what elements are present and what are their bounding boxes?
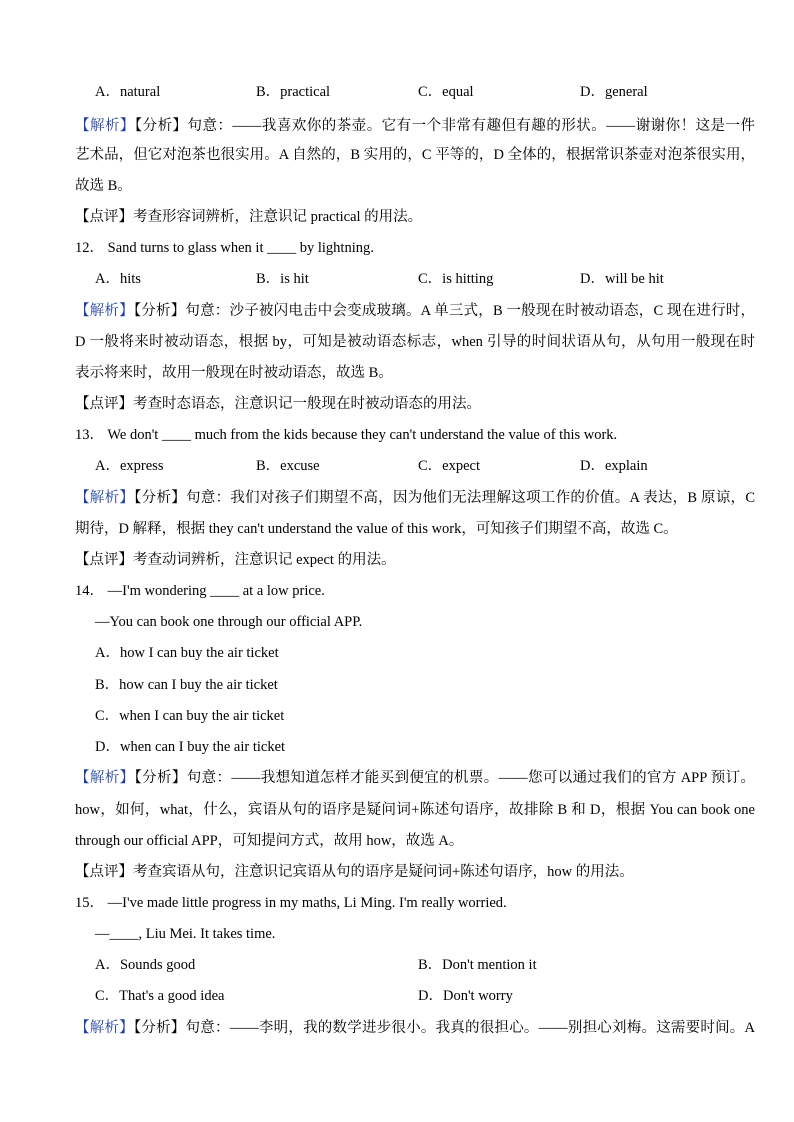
option-c: C．expect: [418, 458, 481, 474]
analysis-line: 【解析】【分析】句意：沙子被闪电击中会变成玻璃。A 单三式，B 一般现在时被动语态，C 现在进行时，: [75, 303, 756, 319]
comment-line: 【点评】考查动词辨析，注意识记 expect 的用法。: [75, 552, 396, 568]
analysis-tag: 【解析】: [75, 770, 135, 786]
option-c: C．equal: [418, 84, 474, 100]
option-a: A．how I can buy the air ticket: [95, 645, 279, 661]
option-a: A．Sounds good: [95, 957, 196, 973]
option-b: B．practical: [256, 84, 331, 100]
analysis-line: how，如何，what，什么，宾语从句的语序是疑问词+陈述句语序，故排除 B 和 D，根据 You can book one: [75, 802, 755, 818]
option-b: B．how can I buy the air ticket: [95, 677, 278, 693]
option-b: B．Don't mention it: [418, 957, 537, 973]
analysis-line: 【解析】【分析】句意：——我想知道怎样才能买到便宜的机票。——您可以通过我们的官方 APP 预订。: [75, 770, 755, 786]
option-a: A．express: [95, 458, 164, 474]
analysis-line: D 一般将来时被动语态，根据 by，可知是被动语态标志，when 引导的时间状语从句，从句用一般现在时: [75, 334, 755, 350]
analysis-line: 【解析】【分析】句意：我们对孩子们期望不高，因为他们无法理解这项工作的价值。A 表达，B 原谅，C: [75, 490, 756, 506]
option-a: A．hits: [95, 271, 141, 287]
analysis-line: 【解析】【分析】句意：——李明，我的数学进步很小。我真的很担心。——别担心刘梅。这需要时间。A: [75, 1020, 756, 1036]
analysis-tag: 【解析】: [75, 490, 135, 506]
analysis-line: 表示将来时，故用一般现在时被动语态，故选 B。: [75, 365, 393, 381]
reply-line: —____, Liu Mei. It takes time.: [95, 926, 276, 942]
option-d: D．will be hit: [580, 271, 664, 287]
option-c: C．That's a good idea: [95, 988, 225, 1004]
option-c: C．is hitting: [418, 271, 494, 287]
analysis-line: through our official APP，可知提问方式，故用 how，故选 A。: [75, 833, 464, 849]
option-d: D．when can I buy the air ticket: [95, 739, 286, 755]
analysis-line: 故选 B。: [75, 178, 132, 194]
option-c: C．when I can buy the air ticket: [95, 708, 285, 724]
option-d: D．Don't worry: [418, 988, 513, 1004]
analysis-line: 艺术品，但它对泡茶也很实用。A 自然的，B 实用的，C 平等的，D 全体的，根据常识茶壶对泡茶很实用，: [75, 147, 755, 163]
option-b: B．is hit: [256, 271, 309, 287]
analysis-line: 期待，D 解释，根据 they can't understand the value of this work，可知孩子们期望不高，故选 C。: [75, 521, 678, 537]
option-a: A．natural: [95, 84, 161, 100]
comment-line: 【点评】考查宾语从句，注意识记宾语从句的语序是疑问词+陈述句语序，how 的用法。: [75, 864, 634, 880]
option-d: D．explain: [580, 458, 648, 474]
option-d: D．general: [580, 84, 648, 100]
analysis-line: 【解析】【分析】句意：——我喜欢你的茶壶。它有一个非常有趣但有趣的形状。——谢谢你！这是一件: [75, 118, 756, 134]
analysis-tag: 【解析】: [75, 303, 134, 319]
question-13: 13． We don't ____ much from the kids because they can't understand the value of this work.: [75, 427, 618, 443]
question-14: 14． —I'm wondering ____ at a low price.: [75, 583, 325, 599]
question-12: 12． Sand turns to glass when it ____ by lightning.: [75, 240, 374, 256]
analysis-tag: 【解析】: [75, 118, 135, 134]
analysis-tag: 【解析】: [75, 1020, 134, 1036]
question-15: 15． —I've made little progress in my maths, Li Ming. I'm really worried.: [75, 895, 507, 911]
comment-line: 【点评】考查形容词辨析，注意识记 practical 的用法。: [75, 209, 423, 225]
option-b: B．excuse: [256, 458, 320, 474]
comment-line: 【点评】考查时态语态，注意识记一般现在时被动语态的用法。: [75, 396, 481, 412]
reply-line: —You can book one through our official APP.: [95, 614, 363, 630]
